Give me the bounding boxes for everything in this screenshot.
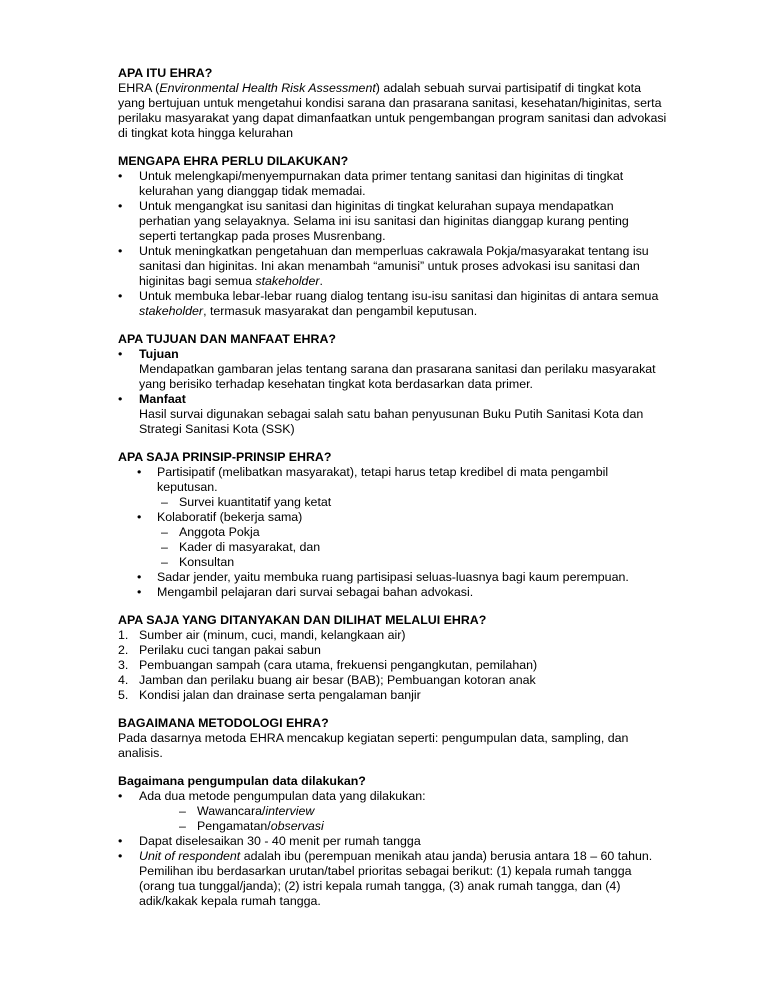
- bullet-marker: •: [118, 244, 123, 258]
- section-tujuan-manfaat: [118, 332, 668, 437]
- manfaat-label: Manfaat: [139, 392, 186, 406]
- number-marker: 5.: [118, 688, 129, 702]
- sub-list-item: – Kader di masyarakat, dan: [161, 540, 321, 554]
- section-mengapa-ehra: [118, 154, 668, 319]
- list-item: • Untuk meningkatkan pengetahuan dan memperluas cakrawala Pokja/masyarakat tentang isu sanitasi dan higinitas. Ini akan menambah “amunisi” untuk proses advokasi isu sanitasi dan higinitas bagi semua stakeholder.: [118, 244, 649, 288]
- list-item: • Untuk melengkapi/menyempurnakan data primer tentang sanitasi dan higinitas di tingkat kelurahan yang dianggap tidak memadai.: [118, 169, 624, 198]
- list-item: 5. Kondisi jalan dan drainase serta pengalaman banjir: [118, 688, 421, 702]
- list-item: • Sadar jender, yaitu membuka ruang partisipasi seluas-luasnya bagi kaum perempuan.: [137, 570, 629, 584]
- list-item: • Mengambil pelajaran dari survai sebagai bahan advokasi.: [137, 585, 474, 599]
- section-prinsip: [118, 450, 668, 600]
- list-item: • Partisipatif (melibatkan masyarakat), tetapi harus tetap kredibel di mata pengambil keputusan.: [137, 465, 609, 494]
- dash-marker: –: [161, 495, 168, 509]
- section-apa-itu-ehra: [118, 66, 668, 141]
- bullet-marker: •: [118, 169, 123, 183]
- list-item: • Untuk membuka lebar-lebar ruang dialog tentang isu-isu sanitasi dan higinitas di antara semua stakeholder, termasuk masyarakat dan pengambil keputusan.: [118, 289, 659, 318]
- bullet-marker: •: [137, 510, 142, 524]
- section-heading: APA ITU EHRA?: [118, 66, 213, 80]
- section-heading: APA SAJA YANG DITANYAKAN DAN DILIHAT MELALUI EHRA?: [118, 613, 487, 627]
- section-heading: APA SAJA PRINSIP-PRINSIP EHRA?: [118, 450, 332, 464]
- bullet-marker: •: [118, 849, 123, 863]
- list-item: • Ada dua metode pengumpulan data yang dilakukan:: [118, 789, 426, 803]
- bullet-marker: •: [137, 465, 142, 479]
- bullet-marker: •: [118, 834, 123, 848]
- list-item: • Tujuan Mendapatkan gambaran jelas tentang sarana dan prasarana sanitasi dan perilaku masyarakat yang berisiko terhadap kesehatan tingkat kota berdasarkan data primer.: [118, 347, 656, 391]
- section-pengumpulan-data: [118, 774, 668, 909]
- sub-list-item: – Wawancara/interview: [179, 804, 315, 818]
- bullet-marker: •: [137, 585, 142, 599]
- section-metodologi: [118, 716, 668, 761]
- sub-list-item: – Konsultan: [161, 555, 235, 569]
- dash-marker: –: [161, 525, 168, 539]
- bullet-marker: •: [118, 289, 123, 303]
- section-yang-ditanyakan: [118, 613, 668, 703]
- list-item: 3. Pembuangan sampah (cara utama, frekuensi pengangkutan, pemilahan): [118, 658, 538, 672]
- bullet-marker: •: [118, 392, 123, 406]
- dash-marker: –: [179, 804, 186, 818]
- sub-list-item: – Anggota Pokja: [161, 525, 260, 539]
- number-marker: 2.: [118, 643, 129, 657]
- bullet-marker: •: [118, 199, 123, 213]
- tujuan-label: Tujuan: [139, 347, 179, 361]
- number-marker: 3.: [118, 658, 129, 672]
- list-item: 2. Perilaku cuci tangan pakai sabun: [118, 643, 321, 657]
- paragraph: Pada dasarnya metoda EHRA mencakup kegiatan seperti: pengumpulan data, sampling, dan analisis.: [118, 731, 629, 760]
- list-item: • Kolaboratif (bekerja sama): [137, 510, 303, 524]
- section-heading: MENGAPA EHRA PERLU DILAKUKAN?: [118, 154, 349, 168]
- dash-marker: –: [161, 555, 168, 569]
- bullet-marker: •: [118, 347, 123, 361]
- bullet-marker: •: [118, 789, 123, 803]
- list-item: • Unit of respondent adalah ibu (perempuan menikah atau janda) berusia antara 18 – 60 tahun. Pemilihan ibu berdasarkan urutan/tabel prioritas sebagai berikut: (1) kepala rumah tangga (orang tua tunggal/janda); (2) istri kepala rumah tangga, (3) anak rumah tangga, dan (4) adik/kakak kepala rumah tangga.: [118, 849, 653, 908]
- section-heading: BAGAIMANA METODOLOGI EHRA?: [118, 716, 329, 730]
- sub-list-item: – Survei kuantitatif yang ketat: [161, 495, 332, 509]
- list-item: • Dapat diselesaikan 30 - 40 menit per rumah tangga: [118, 834, 421, 848]
- dash-marker: –: [161, 540, 168, 554]
- dash-marker: –: [179, 819, 186, 833]
- sub-list-item: – Pengamatan/observasi: [179, 819, 324, 833]
- list-item: • Untuk mengangkat isu sanitasi dan higinitas di tingkat kelurahan supaya mendapatkan perhatian yang selayaknya. Selama ini isu sanitasi dan higinitas dianggap kurang penting seperti tertangkap pada proses Musrenbang.: [118, 199, 629, 243]
- section-heading: Bagaimana pengumpulan data dilakukan?: [118, 774, 366, 788]
- section-heading: APA TUJUAN DAN MANFAAT EHRA?: [118, 332, 336, 346]
- list-item: 4. Jamban dan perilaku buang air besar (BAB); Pembuangan kotoran anak: [118, 673, 536, 687]
- list-item: • Manfaat Hasil survai digunakan sebagai salah satu bahan penyusunan Buku Putih Sanitasi Kota dan Strategi Sanitasi Kota (SSK): [118, 392, 644, 436]
- paragraph: EHRA (Environmental Health Risk Assessment) adalah sebuah survai partisipatif di tingkat kota yang bertujuan untuk mengetahui kondisi sarana dan prasarana sanitasi, kesehatan/higinitas, serta perilaku masyarakat yang dapat dimanfaatkan untuk pengembangan program sanitasi dan advokasi di tingkat kota hingga kelurahan: [118, 81, 667, 140]
- number-marker: 4.: [118, 673, 129, 687]
- list-item: 1. Sumber air (minum, cuci, mandi, kelangkaan air): [118, 628, 406, 642]
- bullet-marker: •: [137, 570, 142, 584]
- number-marker: 1.: [118, 628, 129, 642]
